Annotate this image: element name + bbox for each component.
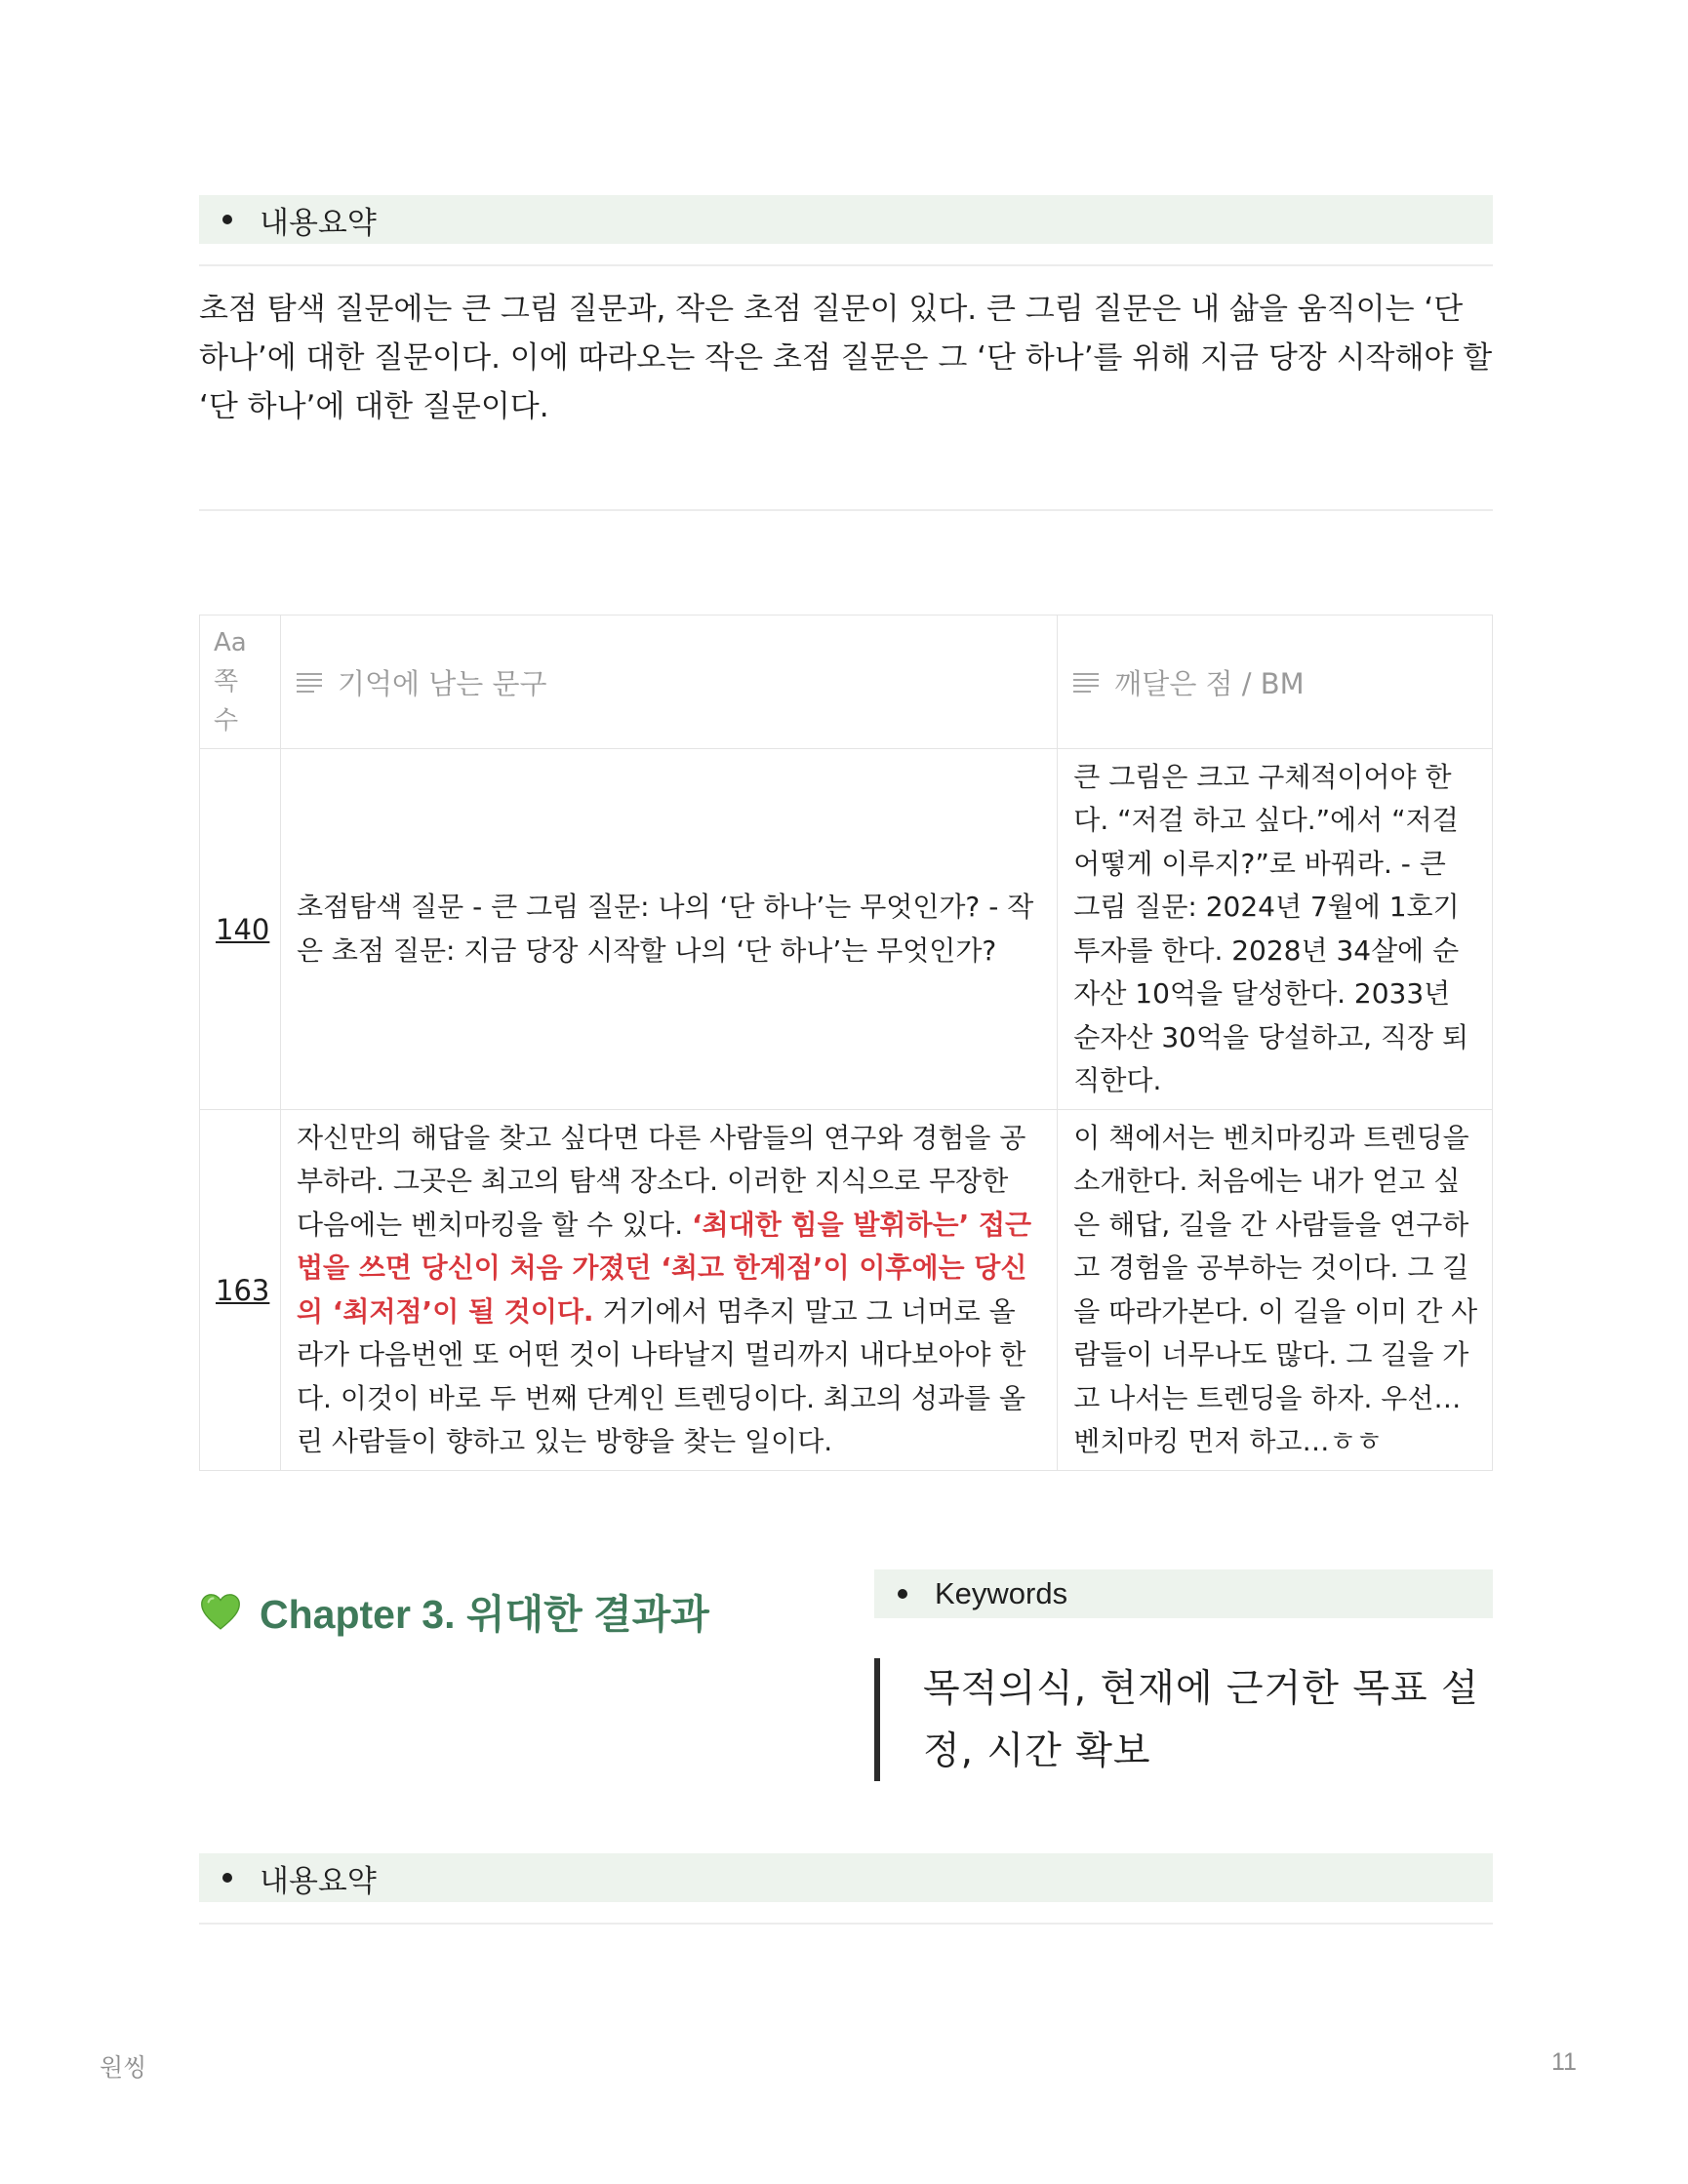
text-lines-icon [297, 671, 322, 693]
header-quote[interactable] [280, 615, 1057, 749]
keywords-toggle[interactable] [874, 1569, 1493, 1618]
highlighted-quote: ‘최대한 힘을 발휘하는’ 접근법을 쓰면 당신이 처음 가졌던 ‘최고 한계점’이 이후에는 당신의 ‘최저점’이 될 것이다. [296, 1208, 1032, 1328]
keywords-quote: 목적의식, 현재에 근거한 목표 설정, 시간 확보 [874, 1658, 1493, 1781]
quote-cell[interactable]: 초점탐색 질문 - 큰 그림 질문: 나의 ‘단 하나’는 무엇인가? - 작은 초점 질문: 지금 당장 시작할 나의 ‘단 하나’는 무엇인가? [280, 749, 1057, 1110]
text-lines-icon [1073, 671, 1099, 693]
bullet-dot [222, 1873, 232, 1883]
page-cell[interactable] [200, 749, 281, 1110]
quote-text: 자신만의 해답을 찾고 싶다면 다른 사람들의 연구와 경험을 공부하라. 그곳은 최고의 탐색 장소다. 이러한 지식으로 무장한 다음에는 벤치마킹을 할 수 있다. [296, 1121, 1026, 1241]
page-link[interactable]: 163 [216, 1273, 270, 1307]
header-page-label: 쪽수 [214, 667, 239, 735]
header-bm-label: 깨달은 점 / BM [1114, 666, 1305, 700]
notes-table [199, 615, 1493, 1471]
summary-paragraph: 초점 탐색 질문에는 큰 그림 질문과, 작은 초점 질문이 있다. 큰 그림 질문은 내 삶을 움직이는 ‘단 하나’에 대한 질문이다. 이에 따라오는 작은 초점 질문은 그 ‘단 하나’를 위해 지금 당장 시작해야 할 ‘단 하나’에 대한 질문이다. [199, 292, 1493, 424]
footer-page-number: 11 [1551, 2048, 1577, 2076]
toggle-label: Keywords [935, 1576, 1068, 1610]
chapter-title: Chapter 3. 위대한 결과과 [260, 1592, 709, 1637]
header-quote-label: 기억에 남는 문구 [337, 666, 547, 700]
header-page[interactable] [200, 615, 281, 749]
chapter-heading [199, 1582, 709, 1640]
header-bm[interactable] [1058, 615, 1493, 749]
quote-cell[interactable] [280, 1110, 1057, 1471]
divider [199, 1923, 1493, 1925]
quote-text: 거기에서 멈추지 말고 그 너머로 올라가 다음번엔 또 어떤 것이 나타날지 멀리까지 내다보아야 한다. 이것이 바로 두 번째 단계인 트렌딩이다. 최고의 성과를 올린 사람들이 향하고 있는 방향을 찾는 일이다. [296, 1294, 1026, 1457]
page-cell[interactable] [200, 1110, 281, 1471]
summary-toggle-bottom[interactable] [199, 1853, 1493, 1902]
bullet-dot [222, 215, 232, 224]
table-row [200, 1110, 1493, 1471]
page-link[interactable]: 140 [216, 912, 270, 946]
table-row [200, 749, 1493, 1110]
divider [199, 264, 1493, 266]
bm-cell[interactable]: 큰 그림은 크고 구체적이어야 한다. “저걸 하고 싶다.”에서 “저걸 어떻게 이루지?”로 바꿔라. - 큰 그림 질문: 2024년 7월에 1호기 투자를 한다. 2028년 34살에 순자산 10억을 달성한다. 2033년 순자산 30억을 당설하고, 직장 퇴직한다. [1058, 749, 1493, 1110]
toggle-label: 내용요약 [260, 205, 377, 241]
table-header-row [200, 615, 1493, 749]
bullet-dot [898, 1589, 907, 1599]
divider [199, 509, 1493, 511]
toggle-label: 내용요약 [260, 1863, 377, 1899]
green-heart-icon [199, 1590, 242, 1633]
bm-cell[interactable]: 이 책에서는 벤치마킹과 트렌딩을 소개한다. 처음에는 내가 얻고 싶은 해답, 길을 간 사람들을 연구하고 경험을 공부하는 것이다. 그 길을 따라가본다. 이 길을 이미 간 사람들이 너무나도 많다. 그 길을 가고 나서는 트렌딩을 하자. 우선… 벤치마킹 먼저 하고…ㅎㅎ [1058, 1110, 1493, 1471]
text-type-icon: Aa [214, 628, 247, 657]
summary-toggle-top[interactable] [199, 195, 1493, 244]
footer-author: 원씽 [100, 2053, 147, 2082]
